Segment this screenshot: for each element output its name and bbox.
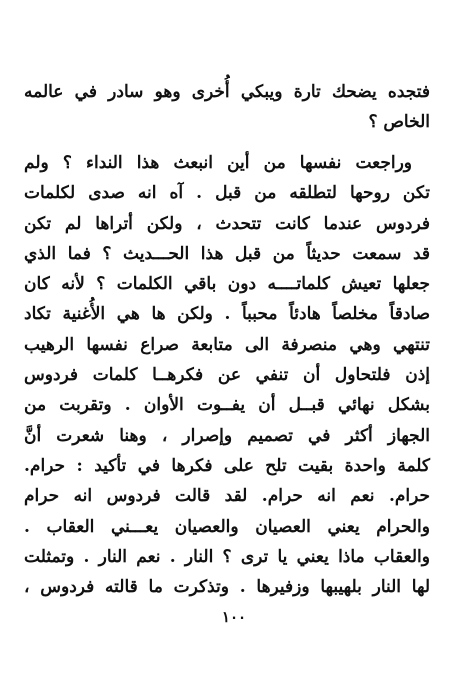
- text-line: تكن روحها لتطلقه من قبل . آه انه صدى لكلمات: [24, 183, 430, 204]
- text-line: جعلها تعيش كلماتــــه دون باقي الكلمات ؟ لأنه كان: [24, 274, 430, 295]
- text-line: صادقاً مخلصاً هادئاً محبباً . ولكن ها هي الأُغنية تكاد: [24, 304, 430, 325]
- text-line: والعقاب ماذا يعني يا ترى ؟ النار . نعم النار . وتمثلت: [24, 546, 430, 567]
- text-line: تنتهي وهي منصرفة الى متابعة صراع نفسها الرهيب: [24, 334, 430, 355]
- text-line: وراجعت نفسها من أين انبعث هذا النداء ؟ ولم: [24, 153, 412, 173]
- paragraph-continued: [24, 77, 430, 138]
- page-number: ١٠٠: [221, 608, 247, 626]
- text-line: والحرام يعني العصيان والعصيان يعـــني العقاب .: [24, 516, 430, 537]
- text-line: فردوس عندما كانت تتحدث ، ولكن أتراها لم تكن: [24, 213, 430, 234]
- text-line: إذن فلتحاول أن تنفي عن فكرهــا كلمات فردوس: [24, 365, 430, 386]
- text-line: كلمة واحدة بقيت تلح على فكرها في تأكيد : حرام.: [24, 455, 430, 476]
- text-line: فتجده يضحك تارة ويبكي أُخرى وهو سادر في عالمه: [24, 82, 430, 102]
- text-line: قد سمعت حديثاً من قبل هذا الحـــديث ؟ فما الذي: [24, 243, 430, 264]
- text-line: الخاص ؟: [368, 112, 430, 133]
- paragraph-main: [24, 148, 430, 602]
- text-line: حرام. نعم انه حرام. لقد قالت فردوس انه حرام: [24, 486, 430, 507]
- text-line: الجهاز أكثر في تصميم وإصرار ، وهنا شعرت أنَّ: [24, 425, 430, 446]
- text-line: لها النار بلهيبها وزفيرها . وتذكرت ما قالته فردوس ،: [24, 577, 430, 598]
- text-line: بشكل نهائي قبــل أن يفــوت الأوان . وتقربت من: [24, 395, 430, 416]
